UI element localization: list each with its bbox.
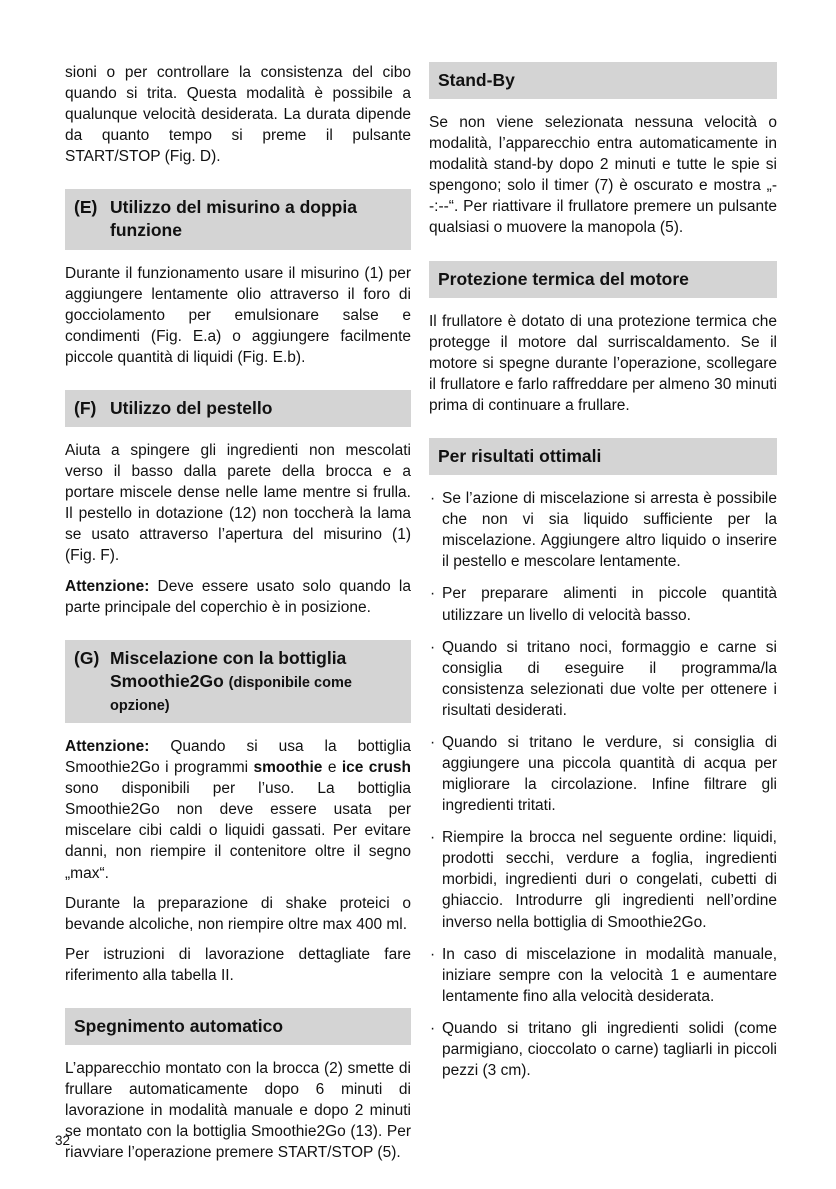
section-heading-g — [65, 640, 411, 723]
section-g-paragraph-3: Per istruzioni di lavorazione dettagliate fare riferimento alla tabella II. — [65, 945, 411, 984]
right-column — [429, 62, 777, 1172]
section-label-e: (E) — [74, 197, 98, 218]
warning-text: Deve essere usato solo quando la parte principale del coperchio è in posizione. — [65, 577, 411, 616]
thermal-body: Il frullatore è dotato di una protezione termica che protegge il motore dal surriscaldamento. Se il motore si spegne durante l’operazione, scollegare il frullatore e farlo raffreddare per almeno 30 minuti prima di continuare a frullare. — [429, 312, 777, 414]
program-name-ice-crush: ice crush — [341, 759, 412, 777]
section-heading-f — [65, 390, 411, 427]
section-e-body: Durante il funzionamento usare il misurino (1) per aggiungere lentamente olio attraverso il foro di gocciolamento per emulsionare salse e condimenti (Fig. E.a) o aggiungere facilmente piccole quantità di liquidi (Fig. E.b). — [65, 264, 411, 366]
standby-body: Se non viene selezionata nessuna velocità o modalità, l’apparecchio entra automaticamente in modalità stand-by dopo 2 minuti e tutte le spie si spengono; solo il timer (7) è oscurato e mostra „--:--“. Per riattivare il frullatore premere un pulsante qualsiasi o muovere la manopola (5). — [429, 114, 777, 237]
section-heading-auto-off — [65, 1008, 411, 1045]
left-column — [65, 62, 411, 1172]
section-g-text-3: sono disponibili per l’uso. La bottiglia Smoothie2Go non deve essere usata per miscelare cibi caldi o liquidi gassati. Per evitare danni, non riempire il contenitore oltre il segno „max“. — [65, 780, 411, 882]
section-g-text-2: e — [322, 759, 342, 777]
section-heading-standby — [429, 62, 777, 99]
list-item: · Per preparare alimenti in piccole quantità utilizzare un livello di velocità basso. — [429, 583, 777, 625]
section-title-standby: Stand-By — [438, 70, 515, 90]
section-heading-tips — [429, 438, 777, 475]
program-name-smoothie: smoothie — [253, 759, 323, 777]
section-g-warning-paragraph — [65, 736, 411, 884]
section-title-tips: Per risultati ottimali — [438, 446, 602, 467]
warning-label: Attenzione: — [65, 577, 150, 595]
list-item: · In caso di miscelazione in modalità manuale, iniziare sempre con la velocità 1 e aumentare lentamente fino alla velocità desiderata. — [429, 944, 777, 1007]
section-heading-e — [65, 189, 411, 249]
section-title-auto-off: Spegnimento automatico — [74, 1015, 284, 1036]
list-item: · Quando si tritano le verdure, si consiglia di aggiungere una piccola quantità di acqua per migliorare la circolazione. Infine filtrare gli ingredienti tritati. — [429, 732, 777, 816]
warning-label: Attenzione: — [65, 738, 150, 756]
intro-paragraph: sioni o per controllare la consistenza del cibo quando si trita. Questa modalità è possibile a qualunque velocità desiderata. La durata dipende da quanto tempo si preme il pulsante START/STOP (Fig. D). — [65, 64, 411, 166]
section-f-warning — [65, 576, 411, 618]
section-f-body: Aiuta a spingere gli ingredienti non mescolati verso il basso dalla parete della brocca e a portare miscele dense nelle lame mentre si frulla. Il pestello in dotazione (12) non toccherà la lama se usato attraverso l’apertura del misurino (1) (Fig. F). — [65, 442, 411, 565]
list-item: · Quando si tritano noci, formaggio e carne si consiglia di eseguire il programma/la consistenza selezionati due volte per ottenere i risultati desiderati. — [429, 637, 777, 721]
auto-off-body: L’apparecchio montato con la brocca (2) smette di frullare automaticamente dopo 6 minuti di lavorazione in modalità manuale e dopo 2 minuti se montato con la bottiglia Smoothie2Go (13). Per riavviare l’operazione premere START/STOP (5). — [65, 1059, 411, 1162]
section-title-g — [110, 647, 402, 716]
section-label-f: (F) — [74, 397, 97, 418]
list-item: · Riempire la brocca nel seguente ordine: liquidi, prodotti secchi, verdure a foglia, ingredienti morbidi, ingredienti duri o congelati, cubetti di ghiaccio. Introdurre gli ingredienti nell’ordine inverso nella bottiglia di Smoothie2Go. — [429, 827, 777, 932]
page-number: 32 — [55, 1133, 71, 1148]
list-item: · Se l’azione di miscelazione si arresta è possibile che non vi sia liquido sufficiente per la miscelazione. Aggiungere altro liquido o inserire il pestello e mescolare lentamente. — [429, 488, 777, 572]
section-heading-thermal — [429, 261, 777, 298]
list-item: · Quando si tritano gli ingredienti solidi (come parmigiano, cioccolato o carne) tagliarli in piccoli pezzi (3 cm). — [429, 1018, 777, 1081]
section-g-paragraph-2: Durante la preparazione di shake proteici o bevande alcoliche, non riempire oltre max 400 ml. — [65, 894, 411, 933]
section-title-g-note: (disponibile come opzione) — [110, 674, 352, 714]
tips-list — [429, 488, 777, 1081]
section-title-e: Utilizzo del misurino a doppia funzione — [110, 197, 357, 241]
section-title-f: Utilizzo del pestello — [110, 397, 273, 418]
section-title-thermal: Protezione termica del motore — [438, 268, 689, 289]
section-label-g: (G) — [74, 647, 100, 668]
section-g-text-1: Quando si usa la bottiglia Smoothie2Go i programmi — [65, 738, 411, 777]
section-title-g-main: Miscelazione con la bottiglia Smoothie2Go — [110, 647, 347, 691]
